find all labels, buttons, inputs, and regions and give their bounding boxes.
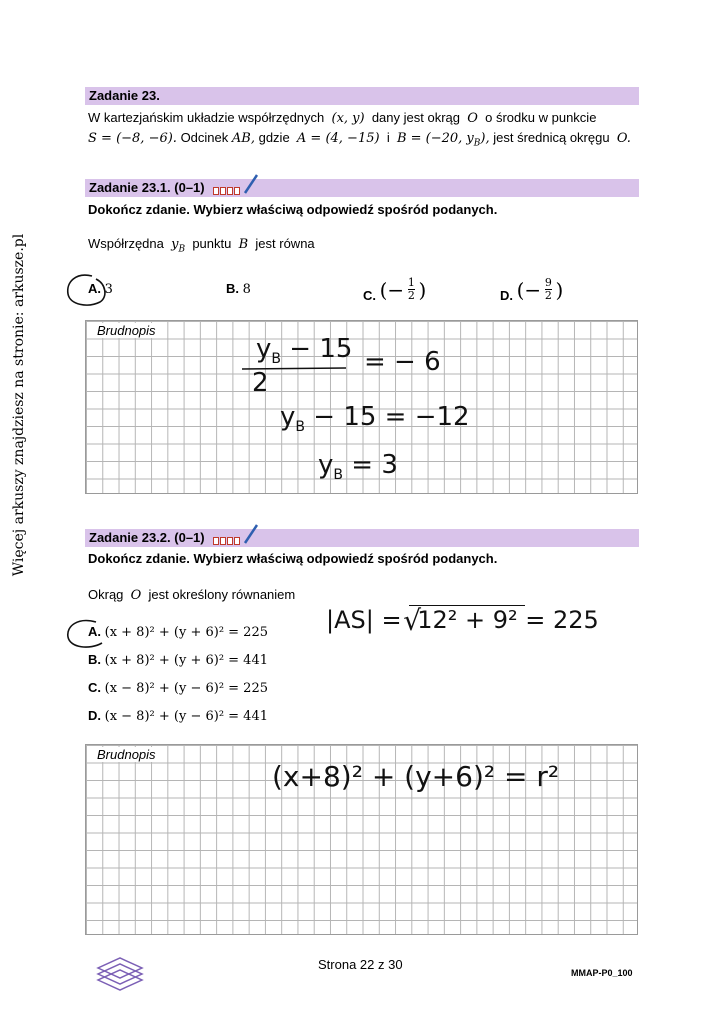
task23-header	[85, 87, 639, 105]
task231-instruction: Dokończ zdanie. Wybierz właściwą odpowiedź spośród podanych.	[88, 202, 498, 217]
task231-option-d[interactable]: D. (− $\frac{9}{2}$ )	[500, 276, 564, 303]
task231-q-y: $y_B$	[171, 237, 186, 255]
task232-q-b: jest określony równaniem	[148, 587, 296, 602]
page-number: Strona 22 z 30	[318, 957, 403, 972]
task232-option-d[interactable]: D. (x − 8)² + (y − 6)² = 441	[88, 708, 268, 724]
task23-line1-a: W kartezjańskim układzie współrzędnych	[88, 110, 325, 125]
handwriting-fraction-numerator: $y_B - 15$	[256, 334, 353, 368]
task231-q-a: Współrzędna	[88, 236, 164, 251]
sidebar-watermark	[5, 175, 33, 635]
task23-line2-A: A = (4, −15)	[296, 131, 380, 146]
task23-line1-c: o środku w punkcie	[485, 110, 597, 125]
task23-line2-c: jest średnicą okręgu	[493, 130, 610, 145]
task231-option-a[interactable]: A. 3	[88, 281, 113, 297]
task231-q-B: B	[238, 237, 249, 252]
task231-title: Zadanie 23.1. (0–1)	[89, 180, 205, 195]
task23-line2-S: S = (−8, −6).	[88, 131, 177, 146]
task231-header	[85, 179, 639, 197]
task232-title: Zadanie 23.2. (0–1)	[89, 530, 205, 545]
handwriting-rhs: = − 6	[364, 347, 441, 377]
handwriting-fraction-denominator: 2	[252, 368, 269, 398]
task232-option-a[interactable]: A. (x + 8)² + (y + 6)² = 225	[88, 624, 268, 640]
task232-instruction: Dokończ zdanie. Wybierz właściwą odpowiedź spośród podanych.	[88, 551, 498, 566]
task232-q-a: Okrąg	[88, 587, 124, 602]
points-box-icon	[213, 532, 243, 542]
task23-line2-i: i	[386, 130, 390, 145]
handwriting-circle-equation: (x+8)² + (y+6)² = r²	[272, 760, 560, 793]
sidebar-text: Więcej arkuszy znajdziesz na stronie: arkusze.pl	[11, 233, 27, 577]
task231-q-c: jest równa	[255, 236, 315, 251]
exam-code: MMAP-P0_100	[571, 968, 633, 978]
scratch-label-2: Brudnopis	[94, 747, 159, 762]
task23-line1-xy: (x, y)	[331, 111, 365, 126]
handwriting-line-2: $y_B - 15 = -12$	[280, 402, 470, 436]
task232-option-b[interactable]: B. (x + 8)² + (y + 6)² = 441	[88, 652, 268, 668]
scratch-label-1: Brudnopis	[94, 323, 159, 338]
pencil-icon	[243, 173, 259, 195]
task23-line2-O: O.	[616, 131, 631, 146]
task23-line2-AB: AB,	[231, 131, 255, 146]
task232-q-O: O	[130, 588, 142, 603]
task23-line1	[88, 110, 596, 126]
task23-title: Zadanie 23.	[89, 88, 160, 103]
task231-q-b: punktu	[192, 236, 232, 251]
task232-header	[85, 529, 639, 547]
task232-question	[88, 587, 295, 603]
cke-logo-icon	[92, 950, 148, 998]
handwriting-line-3: $y_B = 3$	[318, 450, 398, 484]
task23-line1-b: dany jest okrąg	[371, 110, 460, 125]
answer-circle-mark	[62, 270, 110, 310]
task231-option-c[interactable]: C. (− $\frac{1}{2}$ )	[363, 276, 427, 303]
handwriting-distance: |AS| = √ 12² + 9² = 225	[326, 604, 599, 637]
points-box-icon	[213, 182, 243, 192]
task231-question	[88, 236, 315, 255]
task23-line2-B: B = (−20, $y_B$),	[396, 131, 490, 149]
task23-line2-b: gdzie	[258, 130, 290, 145]
task231-option-b[interactable]: B. 8	[226, 281, 251, 297]
task23-line2-a: Odcinek	[180, 130, 229, 145]
task23-line1-O: O	[467, 111, 478, 126]
task23-line2	[88, 130, 631, 149]
task232-option-c[interactable]: C. (x − 8)² + (y − 6)² = 225	[88, 680, 268, 696]
pencil-icon	[243, 523, 259, 545]
